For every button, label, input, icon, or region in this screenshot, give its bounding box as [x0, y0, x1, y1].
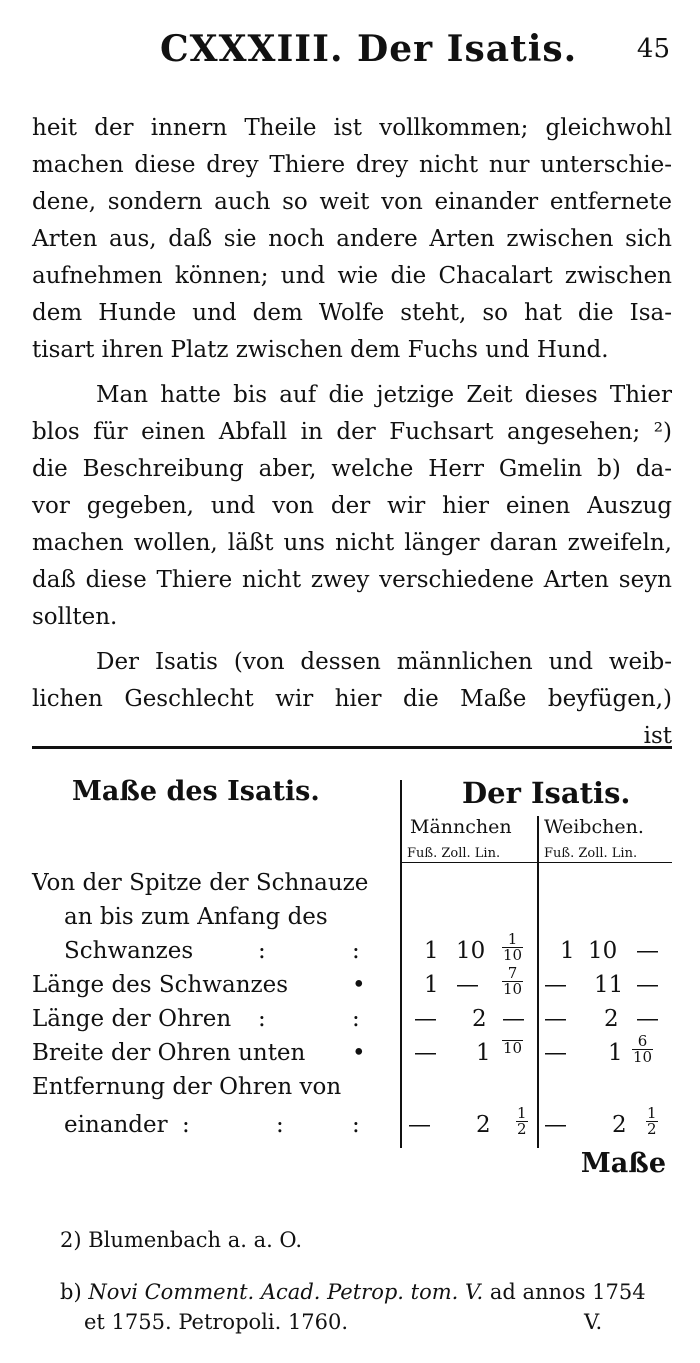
text-line: lichen Geschlecht wir hier die Maße beyfügen,)	[32, 686, 672, 712]
page-header	[0, 28, 700, 72]
catch-word: Maße	[580, 1148, 666, 1179]
leader-dot: •	[352, 972, 366, 998]
leader-dot: :	[352, 1006, 360, 1032]
citation-years: ad annos 1754	[489, 1280, 646, 1304]
male-linie: $\frac{1}{10}$	[503, 930, 523, 964]
leader-dot: :	[352, 938, 360, 964]
male-linie: $\frac{7}{10}$	[503, 964, 523, 998]
column-head-female: Weibchen.	[544, 816, 644, 838]
leader-dot: •	[352, 1040, 366, 1066]
male-zoll: 2	[476, 1112, 491, 1138]
text-line: dem Hunde und dem Wolfe steht, so hat die Isa-	[32, 300, 672, 326]
footnote-b-continued: et 1755. Petropoli. 1760.	[84, 1310, 349, 1334]
male-zoll: 1	[476, 1040, 491, 1066]
female-fuss: —	[544, 1006, 567, 1032]
footnote-b	[60, 1280, 646, 1304]
female-fuss: —	[544, 1112, 567, 1138]
male-fuss: 1	[424, 938, 439, 964]
paragraph-3	[32, 644, 672, 755]
text-line: Arten aus, daß sie noch andere Arten zwischen sich	[32, 226, 672, 252]
column-head-male: Männchen	[410, 816, 512, 838]
row-label: Breite der Ohren unten	[32, 1040, 306, 1066]
row-label: Länge des Schwanzes	[32, 972, 289, 998]
female-linie: —	[636, 972, 659, 998]
citation-title: Novi Comment. Acad. Petrop. tom. V.	[88, 1280, 484, 1304]
units-female: Fuß. Zoll. Lin.	[544, 846, 638, 861]
text-line: aufnehmen können; und wie die Chacalart zwischen	[32, 263, 672, 289]
male-linie: —	[502, 1006, 525, 1032]
row-label: einander	[64, 1112, 168, 1138]
table-divider	[400, 780, 402, 1148]
footnote-marker: b)	[60, 1280, 82, 1304]
body-text	[32, 110, 672, 755]
female-zoll: 10	[588, 938, 618, 964]
female-fuss: —	[544, 972, 567, 998]
leader-dot: :	[258, 1006, 266, 1032]
page-number: 45	[636, 34, 670, 64]
measurement-table	[32, 770, 672, 1170]
row-label: Von der Spitze der Schnauze	[32, 870, 369, 896]
paragraph-2	[32, 377, 672, 636]
text-line: Der Isatis (von dessen männlichen und weib-	[96, 649, 672, 675]
chapter-title: CXXXIII. Der Isatis.	[160, 28, 578, 70]
text-line: vor gegeben, und von der wir hier einen Auszug	[32, 493, 672, 519]
row-label: Länge der Ohren	[32, 1006, 232, 1032]
female-zoll: 2	[612, 1112, 627, 1138]
female-zoll: 11	[594, 972, 624, 998]
female-linie: —	[636, 1006, 659, 1032]
text-line: sollten.	[32, 604, 118, 630]
leader-dot: :	[352, 1112, 360, 1138]
row-label: Entfernung der Ohren von	[32, 1074, 342, 1100]
leader-dot: :	[276, 1112, 284, 1138]
column-divider	[537, 816, 539, 1148]
male-zoll: —	[456, 972, 479, 998]
table-left-heading: Maße des Isatis.	[72, 776, 320, 807]
female-linie: —	[636, 938, 659, 964]
male-fuss: 1	[424, 972, 439, 998]
female-linie: $\frac{6}{10}$	[633, 1032, 653, 1066]
male-fuss: —	[414, 1040, 437, 1066]
text-line: machen wollen, läßt uns nicht länger daran zweifeln,	[32, 530, 672, 556]
table-right-heading: Der Isatis.	[462, 776, 631, 810]
footnote-2: 2) Blumenbach a. a. O.	[60, 1228, 303, 1252]
male-fuss: —	[414, 1006, 437, 1032]
text-line: die Beschreibung aber, welche Herr Gmelin b) da-	[32, 456, 672, 482]
text-line: blos für einen Abfall in der Fuchsart angesehen; ²)	[32, 419, 672, 445]
text-line: ist	[643, 723, 672, 749]
leader-dot: :	[258, 938, 266, 964]
female-zoll: 1	[608, 1040, 623, 1066]
signature-mark: V.	[584, 1310, 603, 1334]
male-linie: $\frac{1}{2}$	[517, 1104, 527, 1138]
male-fuss: —	[408, 1112, 431, 1138]
header-underline	[400, 862, 672, 863]
paragraph-1	[32, 110, 672, 369]
text-line: tisart ihren Platz zwischen dem Fuchs und Hund.	[32, 337, 609, 363]
male-zoll: 10	[456, 938, 486, 964]
units-male: Fuß. Zoll. Lin.	[407, 846, 501, 861]
section-rule	[32, 746, 672, 749]
female-linie: $\frac{1}{2}$	[647, 1104, 657, 1138]
text-line: machen diese drey Thiere drey nicht nur unterschie-	[32, 152, 672, 178]
text-line: dene, sondern auch so weit von einander entfernete	[32, 189, 672, 215]
male-zoll: 2	[472, 1006, 487, 1032]
male-linie: 10	[503, 1039, 523, 1057]
female-zoll: 2	[604, 1006, 619, 1032]
text-line: heit der innern Theile ist vollkommen; gleichwohl	[32, 115, 672, 141]
female-fuss: 1	[560, 938, 575, 964]
leader-dot: :	[182, 1112, 190, 1138]
row-label: an bis zum Anfang des	[64, 904, 328, 930]
female-fuss: —	[544, 1040, 567, 1066]
text-line: daß diese Thiere nicht zwey verschiedene Arten seyn	[32, 567, 672, 593]
row-label: Schwanzes	[64, 938, 194, 964]
text-line: Man hatte bis auf die jetzige Zeit dieses Thier	[96, 382, 672, 408]
